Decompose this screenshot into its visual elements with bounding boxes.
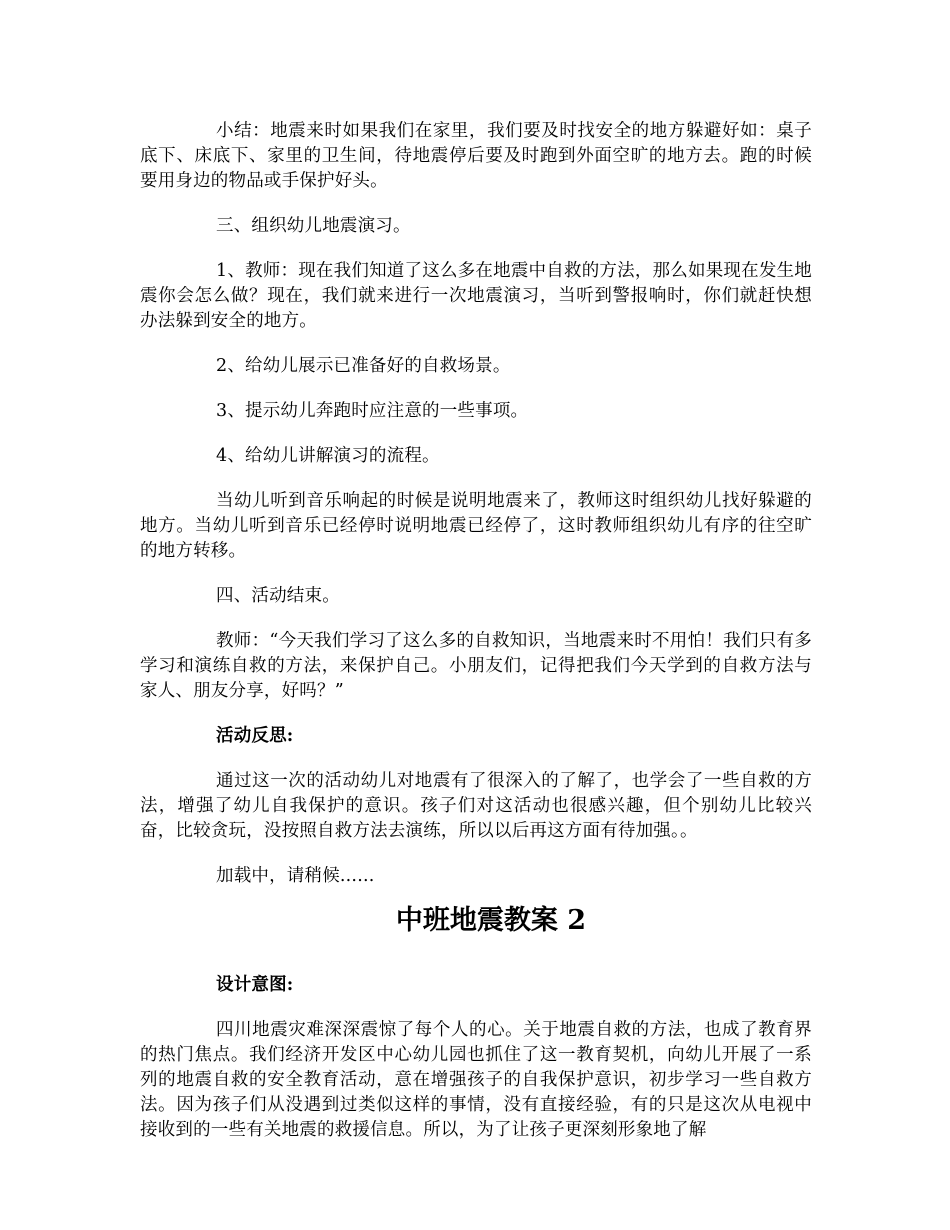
design-paragraph: 四川地震灾难深深震惊了每个人的心。关于地震自救的方法，也成了教育界的热门焦点。我们经济开发区中心幼儿园也抓住了这一教育契机，向幼儿开展了一系列的地震自救的安全教育活动，意在增强孩子的自我保护意识，初步学习一些自救方法。因为孩子们从没遇到过类似这样的事情，没有直接经验，有的只是这次从电视中接收到的一些有关地震的救援信息。所以，为了让孩子更深刻形象地了解: [140, 1020, 812, 1140]
section-title: 中班地震教案 2: [395, 905, 587, 936]
section-four-heading: 四、活动结束。: [216, 586, 340, 606]
step-two-paragraph: 2、给幼儿展示已准备好的自救场景。: [216, 356, 511, 376]
drill-process-paragraph: 当幼儿听到音乐响起的时候是说明地震来了，教师这时组织幼儿找好躲避的地方。当幼儿听到音乐已经停时说明地震已经停了，这时教师组织幼儿有序的往空旷的地方转移。: [140, 491, 812, 561]
section-three-heading: 三、组织幼儿地震演习。: [216, 216, 411, 236]
reflection-heading: 活动反思:: [216, 726, 294, 746]
summary-paragraph: 小结：地震来时如果我们在家里，我们要及时找安全的地方躲避好如：桌子底下、床底下、家里的卫生间，待地震停后要及时跑到外面空旷的地方去。跑的时候要用身边的物品或手保护好头。: [140, 121, 812, 191]
teacher-closing-paragraph: 教师：“今天我们学习了这么多的自救知识，当地震来时不用怕！我们只有多学习和演练自救的方法，来保护自己。小朋友们，记得把我们今天学到的自救方法与家人、朋友分享，好吗？”: [140, 631, 812, 701]
step-four-paragraph: 4、给幼儿讲解演习的流程。: [216, 446, 440, 466]
step-three-paragraph: 3、提示幼儿奔跑时应注意的一些事项。: [216, 401, 529, 421]
design-heading: 设计意图:: [216, 975, 294, 995]
loading-text: 加载中，请稍候......: [216, 866, 375, 886]
step-one-paragraph: 1、教师：现在我们知道了这么多在地震中自救的方法，那么如果现在发生地震你会怎么做？现在，我们就来进行一次地震演习，当听到警报响时，你们就赶快想办法躲到安全的地方。: [140, 261, 812, 331]
document-page: [140, 119, 812, 1163]
reflection-paragraph: 通过这一次的活动幼儿对地震有了很深入的了解了，也学会了一些自救的方法，增强了幼儿自我保护的意识。孩子们对这活动也很感兴趣，但个别幼儿比较兴奋，比较贪玩，没按照自救方法去演练，所以以后再这方面有待加强。。: [140, 771, 812, 841]
